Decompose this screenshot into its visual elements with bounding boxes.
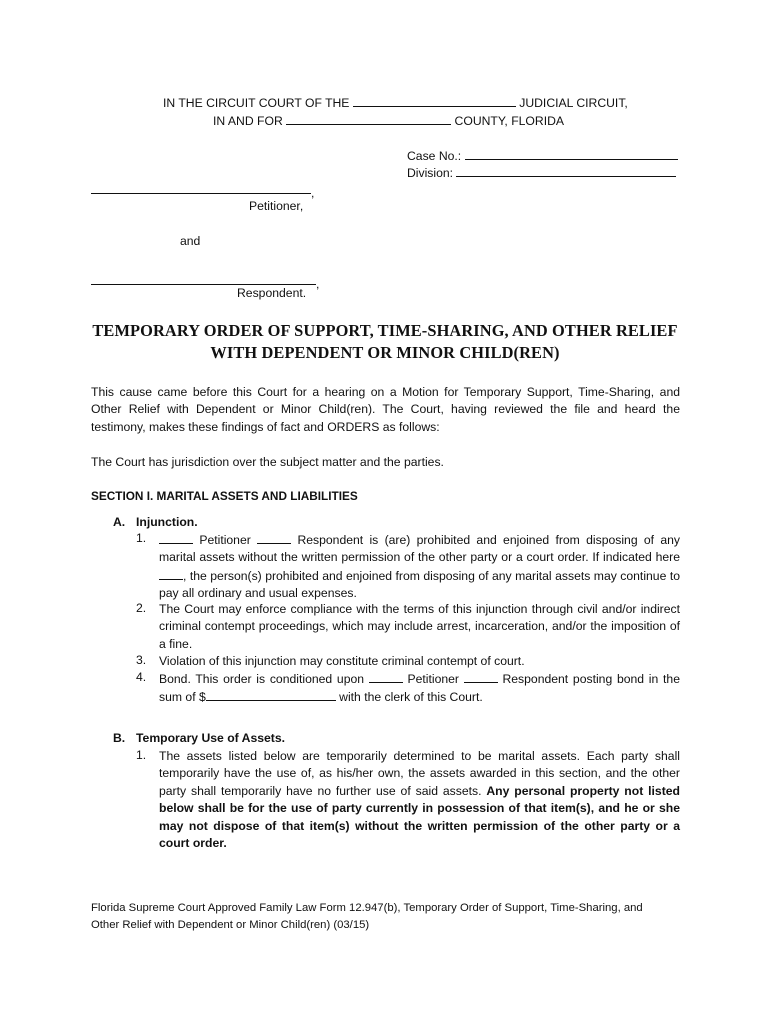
order-title-line-2: WITH DEPENDENT OR MINOR CHILD(REN): [210, 343, 560, 362]
bond-petitioner-blank[interactable]: [369, 670, 403, 683]
item-a4-bond: Bond. This order is conditioned upon: [159, 672, 365, 686]
item-a1-text-main: Respondent is (are) prohibited and enjoined from disposing of any marital assets without the written permission of the other party or a court order. If indicated here: [159, 533, 681, 565]
jurisdiction-paragraph: The Court has jurisdiction over the subject matter and the parties.: [91, 455, 444, 469]
respondent-label: Respondent.: [237, 286, 307, 300]
item-a1-text: [159, 531, 680, 603]
petitioner-comma: ,: [311, 186, 315, 200]
petitioner-label: Petitioner,: [249, 199, 304, 213]
subsection-b-letter: B.: [113, 731, 126, 745]
bond-amount-blank[interactable]: [206, 688, 336, 701]
item-a4-text: [159, 670, 680, 707]
bond-respondent-blank[interactable]: [464, 670, 498, 683]
case-number-blank[interactable]: [465, 147, 678, 160]
item-a4-respondent: Respondent posting bond in the sum of $: [159, 672, 680, 705]
respondent-comma: ,: [316, 277, 320, 291]
item-a4-petitioner: Petitioner: [407, 672, 459, 686]
subsection-b-title: Temporary Use of Assets.: [136, 731, 286, 745]
item-a4-number: 4.: [136, 670, 147, 684]
county-name-blank[interactable]: [286, 112, 451, 125]
petitioner-name-blank[interactable]: [91, 181, 311, 194]
item-a2-number: 2.: [136, 601, 147, 615]
footer-line-2: Other Relief with Dependent or Minor Child(ren) (03/15): [91, 919, 370, 931]
item-a3-text: Violation of this injunction may constitute criminal contempt of court.: [159, 654, 525, 668]
item-b1-text: [159, 748, 680, 852]
order-title: [60, 320, 710, 364]
court-circuit-suffix: JUDICIAL CIRCUIT,: [519, 96, 628, 110]
division-blank[interactable]: [456, 164, 676, 177]
court-circuit-prefix: IN THE CIRCUIT COURT OF THE: [163, 96, 350, 110]
petitioner-checkbox-blank[interactable]: [159, 531, 193, 544]
item-b1-number: 1.: [136, 748, 147, 762]
court-county-prefix: IN AND FOR: [213, 114, 283, 128]
intro-paragraph: This cause came before this Court for a hearing on a Motion for Temporary Support, Time-Sharing, and Other Relief with Dependent or Minor Child(ren). The Court, having reviewed the file and heard the testimony, makes these findings of fact and ORDERS as follows:: [91, 385, 680, 434]
form-footer: [91, 900, 691, 934]
division-line: [407, 164, 676, 180]
footer-line-1: Florida Supreme Court Approved Family Law Form 12.947(b), Temporary Order of Support, Time-Sharing, and: [91, 902, 643, 914]
item-a2-text: The Court may enforce compliance with the terms of this injunction through civil and/or indirect criminal contempt proceedings, which may include arrest, incarceration, and/or the imposition of a fine.: [159, 602, 680, 651]
court-county-line: [213, 112, 564, 128]
circuit-number-blank[interactable]: [353, 94, 516, 107]
item-a4-clerk: with the clerk of this Court.: [339, 690, 483, 705]
case-number-line: [407, 147, 678, 163]
section-1-heading: SECTION I. MARITAL ASSETS AND LIABILITIES: [91, 489, 358, 503]
item-a1-text-end: , the person(s) prohibited and enjoined from disposing of any marital assets may continue to pay all ordinary and usual expenses.: [159, 568, 680, 601]
respondent-checkbox-blank[interactable]: [257, 531, 291, 544]
subsection-a-letter: A.: [113, 515, 126, 529]
order-title-line-1: TEMPORARY ORDER OF SUPPORT, TIME-SHARING, AND OTHER RELIEF: [92, 321, 678, 340]
case-number-label: Case No.:: [407, 149, 462, 163]
item-a1-number: 1.: [136, 531, 147, 545]
item-a1-petitioner: Petitioner: [199, 533, 251, 547]
item-b1-text-bold: Any personal property not listed below shall be for the use of party currently in possession of that item(s), and he or she may not dispose of that item(s) without the written permission of the other party or a court order.: [159, 783, 680, 851]
court-county-suffix: COUNTY, FLORIDA: [454, 114, 565, 128]
expenses-exception-blank[interactable]: [159, 567, 183, 580]
division-label: Division:: [407, 166, 454, 180]
item-b1-text-regular: The assets listed below are temporarily determined to be marital assets. Each party shall temporarily have the use of, as his/her own, the assets awarded in this section, and the other party shall temporarily have no further use of said assets.: [159, 749, 680, 798]
and-text: and: [180, 234, 201, 248]
court-circuit-line: [163, 94, 628, 110]
subsection-a-title: Injunction.: [136, 515, 198, 529]
item-a3-number: 3.: [136, 653, 147, 667]
respondent-name-blank[interactable]: [91, 272, 316, 285]
